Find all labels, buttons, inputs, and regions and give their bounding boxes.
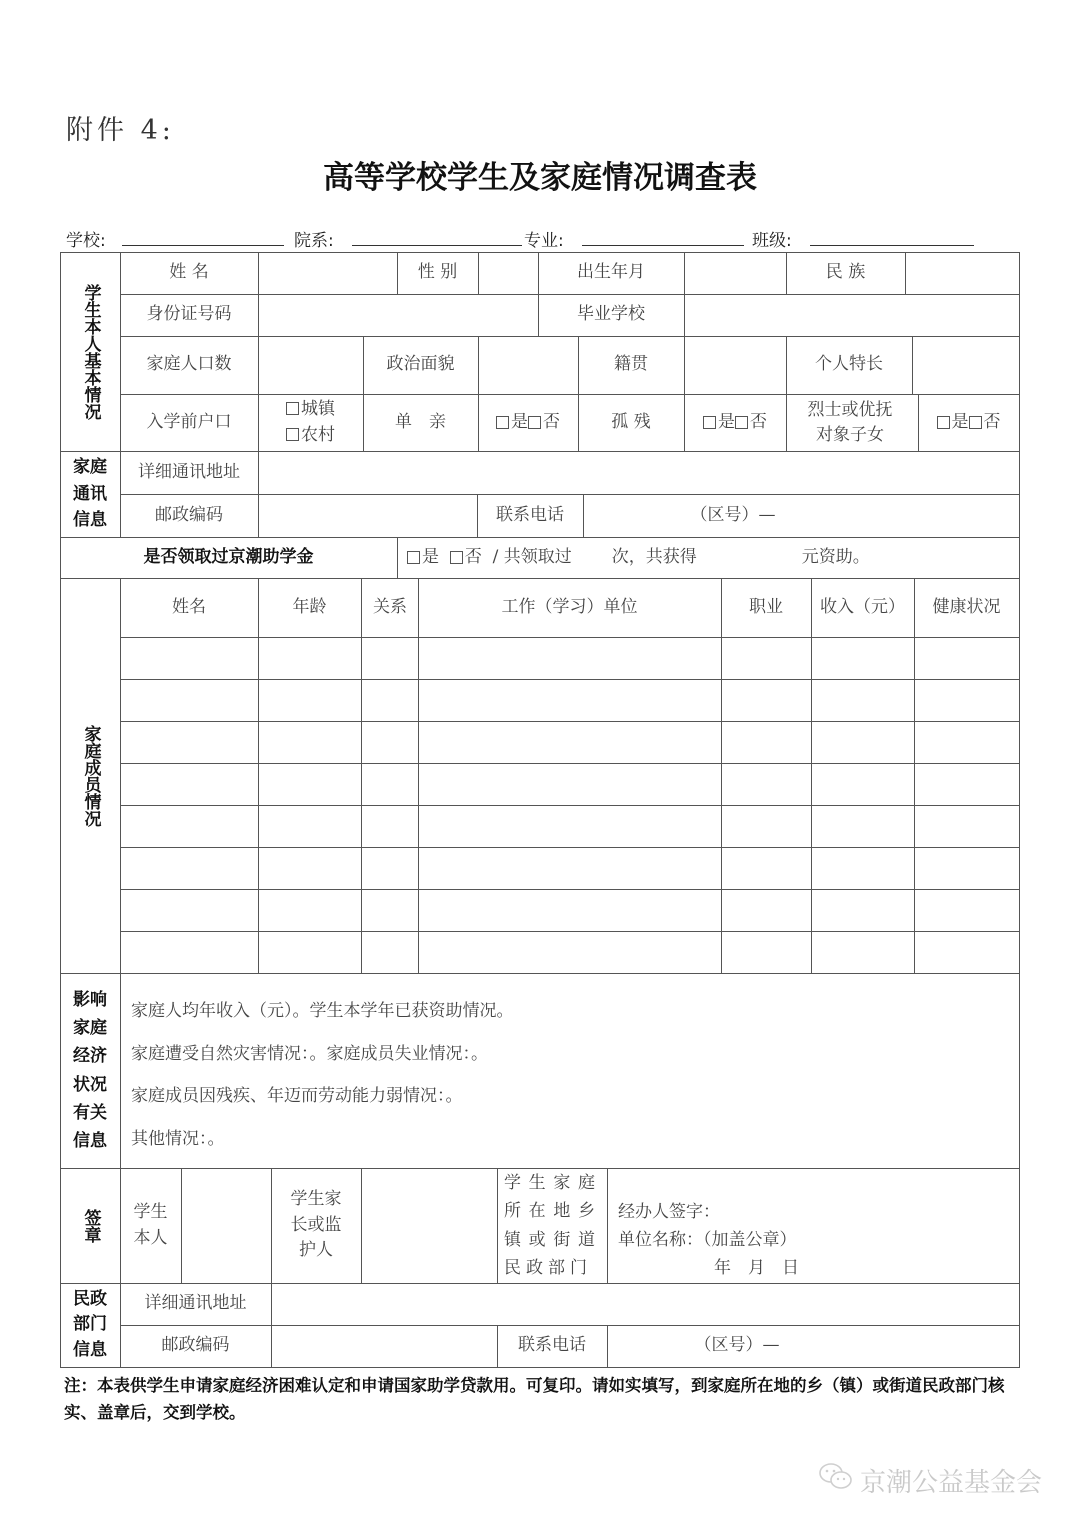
family-name-input[interactable] xyxy=(120,637,258,679)
guardian-sign-field[interactable] xyxy=(361,1168,497,1283)
family-relation-input[interactable] xyxy=(361,679,418,721)
birth-input[interactable] xyxy=(684,252,786,294)
divider xyxy=(607,1168,608,1283)
graduated-school-input[interactable] xyxy=(684,294,1019,336)
date-label: 年 月 日 xyxy=(714,1258,799,1278)
family-occupation-input[interactable] xyxy=(721,721,811,763)
id-number-label: 身份证号码 xyxy=(146,304,232,325)
family-work-unit-input[interactable] xyxy=(418,805,721,847)
political-status-label: 政治面貌 xyxy=(386,354,455,375)
column-header-work-unit: 工作（学习）单位 xyxy=(501,596,638,617)
hukou-rural-option[interactable]: 农村 xyxy=(286,423,335,449)
family-name-input[interactable] xyxy=(120,847,258,889)
checkbox[interactable] xyxy=(286,402,299,415)
column-header-occupation: 职业 xyxy=(749,596,783,617)
family-income-input[interactable] xyxy=(811,637,914,679)
economic-line-income: 家庭人均年收入（元）。学生本学年已获资助情况。 xyxy=(131,1001,514,1021)
family-name-input[interactable] xyxy=(120,721,258,763)
specialty-input[interactable] xyxy=(912,336,1019,394)
graduated-school-label: 毕业学校 xyxy=(577,304,645,325)
family-work-unit-input[interactable] xyxy=(418,679,721,721)
family-health-input[interactable] xyxy=(914,931,1019,973)
section-label-sign: 签章 xyxy=(80,1208,101,1243)
family-income-input[interactable] xyxy=(811,889,914,931)
student-sign-field[interactable] xyxy=(181,1168,271,1283)
divider xyxy=(271,1168,272,1283)
family-name-input[interactable] xyxy=(120,805,258,847)
yes-checkbox[interactable] xyxy=(407,551,420,564)
footnote: 注：本表供学生申请家庭经济困难认定和申请国家助学贷款用。可复印。请如实填写，到家庭所在地的乡（镇）或街道民政部门核实、盖章后，交到学校。 xyxy=(64,1376,1005,1422)
handler-signature-label: 经办人签字： xyxy=(618,1202,720,1222)
section-label-basic: 学生本人基本情况 xyxy=(80,283,101,420)
table-border xyxy=(1019,252,1020,1367)
family-health-input[interactable] xyxy=(914,805,1019,847)
family-name-input[interactable] xyxy=(120,763,258,805)
column-header-income: 收入（元） xyxy=(820,596,905,617)
native-place-input[interactable] xyxy=(684,336,786,394)
household-size-input[interactable] xyxy=(258,336,363,394)
family-name-input[interactable] xyxy=(120,889,258,931)
section-label-family: 家庭成员情况 xyxy=(80,724,101,827)
dept-sign-label: 学生家庭所在地乡镇或街道民政部门 xyxy=(504,1173,600,1278)
no-checkbox[interactable] xyxy=(528,416,541,429)
major-field[interactable] xyxy=(582,245,744,246)
native-place-label: 籍贯 xyxy=(614,354,648,375)
political-status-input[interactable] xyxy=(478,336,578,394)
family-name-input[interactable] xyxy=(120,679,258,721)
civil-postcode-label: 邮政编码 xyxy=(161,1335,230,1356)
civil-postcode-input[interactable] xyxy=(271,1325,497,1367)
family-health-input[interactable] xyxy=(914,889,1019,931)
family-income-input[interactable] xyxy=(811,679,914,721)
family-occupation-input[interactable] xyxy=(721,889,811,931)
class-label: 班级: xyxy=(752,231,792,251)
department-label: 院系: xyxy=(294,231,334,251)
section-label-contact: 家庭通讯信息 xyxy=(73,457,107,531)
divider xyxy=(60,973,1020,974)
family-health-input[interactable] xyxy=(914,763,1019,805)
family-work-unit-input[interactable] xyxy=(418,931,721,973)
family-work-unit-input[interactable] xyxy=(418,889,721,931)
family-occupation-input[interactable] xyxy=(721,763,811,805)
major-label: 专业: xyxy=(524,231,564,251)
address-label: 详细通讯地址 xyxy=(138,461,240,482)
postcode-input[interactable] xyxy=(258,494,477,537)
hukou-options xyxy=(258,394,363,451)
postcode-label: 邮政编码 xyxy=(155,504,223,525)
economic-line-disability: 家庭成员因残疾、年迈而劳动能力弱情况：。 xyxy=(131,1086,463,1106)
family-health-input[interactable] xyxy=(914,721,1019,763)
family-age-input[interactable] xyxy=(258,637,361,679)
form-title: 高等学校学生及家庭情况调查表 xyxy=(323,160,757,196)
single-parent-label: 单 亲 xyxy=(395,411,446,432)
family-health-input[interactable] xyxy=(914,637,1019,679)
address-input[interactable] xyxy=(258,451,1019,494)
martyr-label: 烈士或优抚对象子女 xyxy=(807,399,893,445)
family-age-input[interactable] xyxy=(258,931,361,973)
orphan-disabled-label: 孤 残 xyxy=(611,411,651,432)
divider xyxy=(497,1168,498,1283)
family-age-input[interactable] xyxy=(258,721,361,763)
family-occupation-input[interactable] xyxy=(721,637,811,679)
yes-checkbox[interactable] xyxy=(703,416,716,429)
martyr-options: 是 否 xyxy=(918,394,1019,451)
family-income-input[interactable] xyxy=(811,847,914,889)
column-header-relation: 关系 xyxy=(373,597,407,618)
economic-info xyxy=(131,990,514,1160)
family-occupation-input[interactable] xyxy=(721,679,811,721)
school-field[interactable] xyxy=(122,245,284,246)
family-relation-input[interactable] xyxy=(361,931,418,973)
civil-address-label: 详细通讯地址 xyxy=(144,1293,247,1314)
civil-address-input[interactable] xyxy=(271,1283,1019,1325)
student-sign-label: 学生本人 xyxy=(133,1202,168,1248)
family-age-input[interactable] xyxy=(258,763,361,805)
family-occupation-input[interactable] xyxy=(721,805,811,847)
phone-label: 联系电话 xyxy=(496,504,564,525)
family-relation-input[interactable] xyxy=(361,847,418,889)
school-label: 学校: xyxy=(66,231,106,251)
family-income-input[interactable] xyxy=(811,931,914,973)
column-header-health: 健康状况 xyxy=(932,596,1001,617)
gender-label: 性 别 xyxy=(417,262,458,283)
family-relation-input[interactable] xyxy=(361,805,418,847)
column-header-age: 年龄 xyxy=(292,596,327,617)
family-relation-input[interactable] xyxy=(361,763,418,805)
family-relation-input[interactable] xyxy=(361,721,418,763)
family-age-input[interactable] xyxy=(258,889,361,931)
specialty-label: 个人特长 xyxy=(815,354,883,375)
column-header-name: 姓名 xyxy=(172,596,206,617)
family-age-input[interactable] xyxy=(258,847,361,889)
family-work-unit-input[interactable] xyxy=(418,763,721,805)
attachment-label: 附件 4: xyxy=(66,115,175,146)
gender-input[interactable] xyxy=(478,252,538,294)
wechat-icon xyxy=(818,1462,854,1499)
hukou-label: 入学前户口 xyxy=(146,411,232,432)
family-income-input[interactable] xyxy=(811,805,914,847)
ethnicity-input[interactable] xyxy=(905,252,1019,294)
family-age-input[interactable] xyxy=(258,679,361,721)
no-checkbox[interactable] xyxy=(735,416,748,429)
family-occupation-input[interactable] xyxy=(721,847,811,889)
civil-phone-label: 联系电话 xyxy=(518,1335,586,1356)
guardian-sign-label: 学生家长或监护人 xyxy=(290,1189,342,1261)
divider xyxy=(397,537,398,578)
civil-phone-input[interactable]: （区号）— xyxy=(694,1335,780,1356)
yes-checkbox[interactable] xyxy=(496,416,509,429)
family-relation-input[interactable] xyxy=(361,889,418,931)
section-label-civil: 民政部门信息 xyxy=(73,1288,107,1360)
family-relation-input[interactable] xyxy=(361,637,418,679)
family-work-unit-input[interactable] xyxy=(418,637,721,679)
family-income-input[interactable] xyxy=(811,763,914,805)
household-size-label: 家庭人口数 xyxy=(146,354,232,375)
grant-question: 是否领取过京潮助学金 xyxy=(143,546,314,567)
table-border xyxy=(60,1367,1020,1368)
grant-answer: 是 否 / 共领取过 次，共获得 元资助。 xyxy=(407,537,1007,578)
department-field[interactable] xyxy=(352,245,522,246)
family-work-unit-input[interactable] xyxy=(418,721,721,763)
economic-line-disaster: 家庭遭受自然灾害情况：。家庭成员失业情况：。 xyxy=(131,1043,488,1064)
family-age-input[interactable] xyxy=(258,805,361,847)
checkbox[interactable] xyxy=(286,428,299,441)
ethnicity-label: 民 族 xyxy=(825,262,866,283)
family-occupation-input[interactable] xyxy=(721,931,811,973)
no-checkbox[interactable] xyxy=(450,551,463,564)
hukou-urban-option[interactable]: 城镇 xyxy=(286,397,335,423)
id-number-input[interactable] xyxy=(258,294,538,336)
section-label-economic: 影响家庭经济状况有关信息 xyxy=(73,990,107,1151)
family-health-input[interactable] xyxy=(914,847,1019,889)
name-input[interactable] xyxy=(258,252,397,294)
family-work-unit-input[interactable] xyxy=(418,847,721,889)
phone-input[interactable]: （区号）— xyxy=(690,504,776,525)
family-health-input[interactable] xyxy=(914,679,1019,721)
birth-label: 出生年月 xyxy=(577,262,645,283)
family-name-input[interactable] xyxy=(120,931,258,973)
name-label: 姓 名 xyxy=(169,262,209,283)
family-income-input[interactable] xyxy=(811,721,914,763)
class-field[interactable] xyxy=(810,245,974,246)
single-parent-options: 是 否 xyxy=(478,394,578,451)
watermark xyxy=(818,1462,1042,1499)
unit-name-label: 单位名称：（加盖公章） xyxy=(618,1230,797,1250)
no-checkbox[interactable] xyxy=(969,416,982,429)
orphan-disabled-options: 是 否 xyxy=(684,394,786,451)
yes-checkbox[interactable] xyxy=(937,416,950,429)
watermark-text: 京潮公益基金会 xyxy=(860,1468,1043,1498)
dept-sign-field[interactable] xyxy=(618,1198,799,1282)
economic-line-other: 其他情况：。 xyxy=(131,1128,225,1149)
